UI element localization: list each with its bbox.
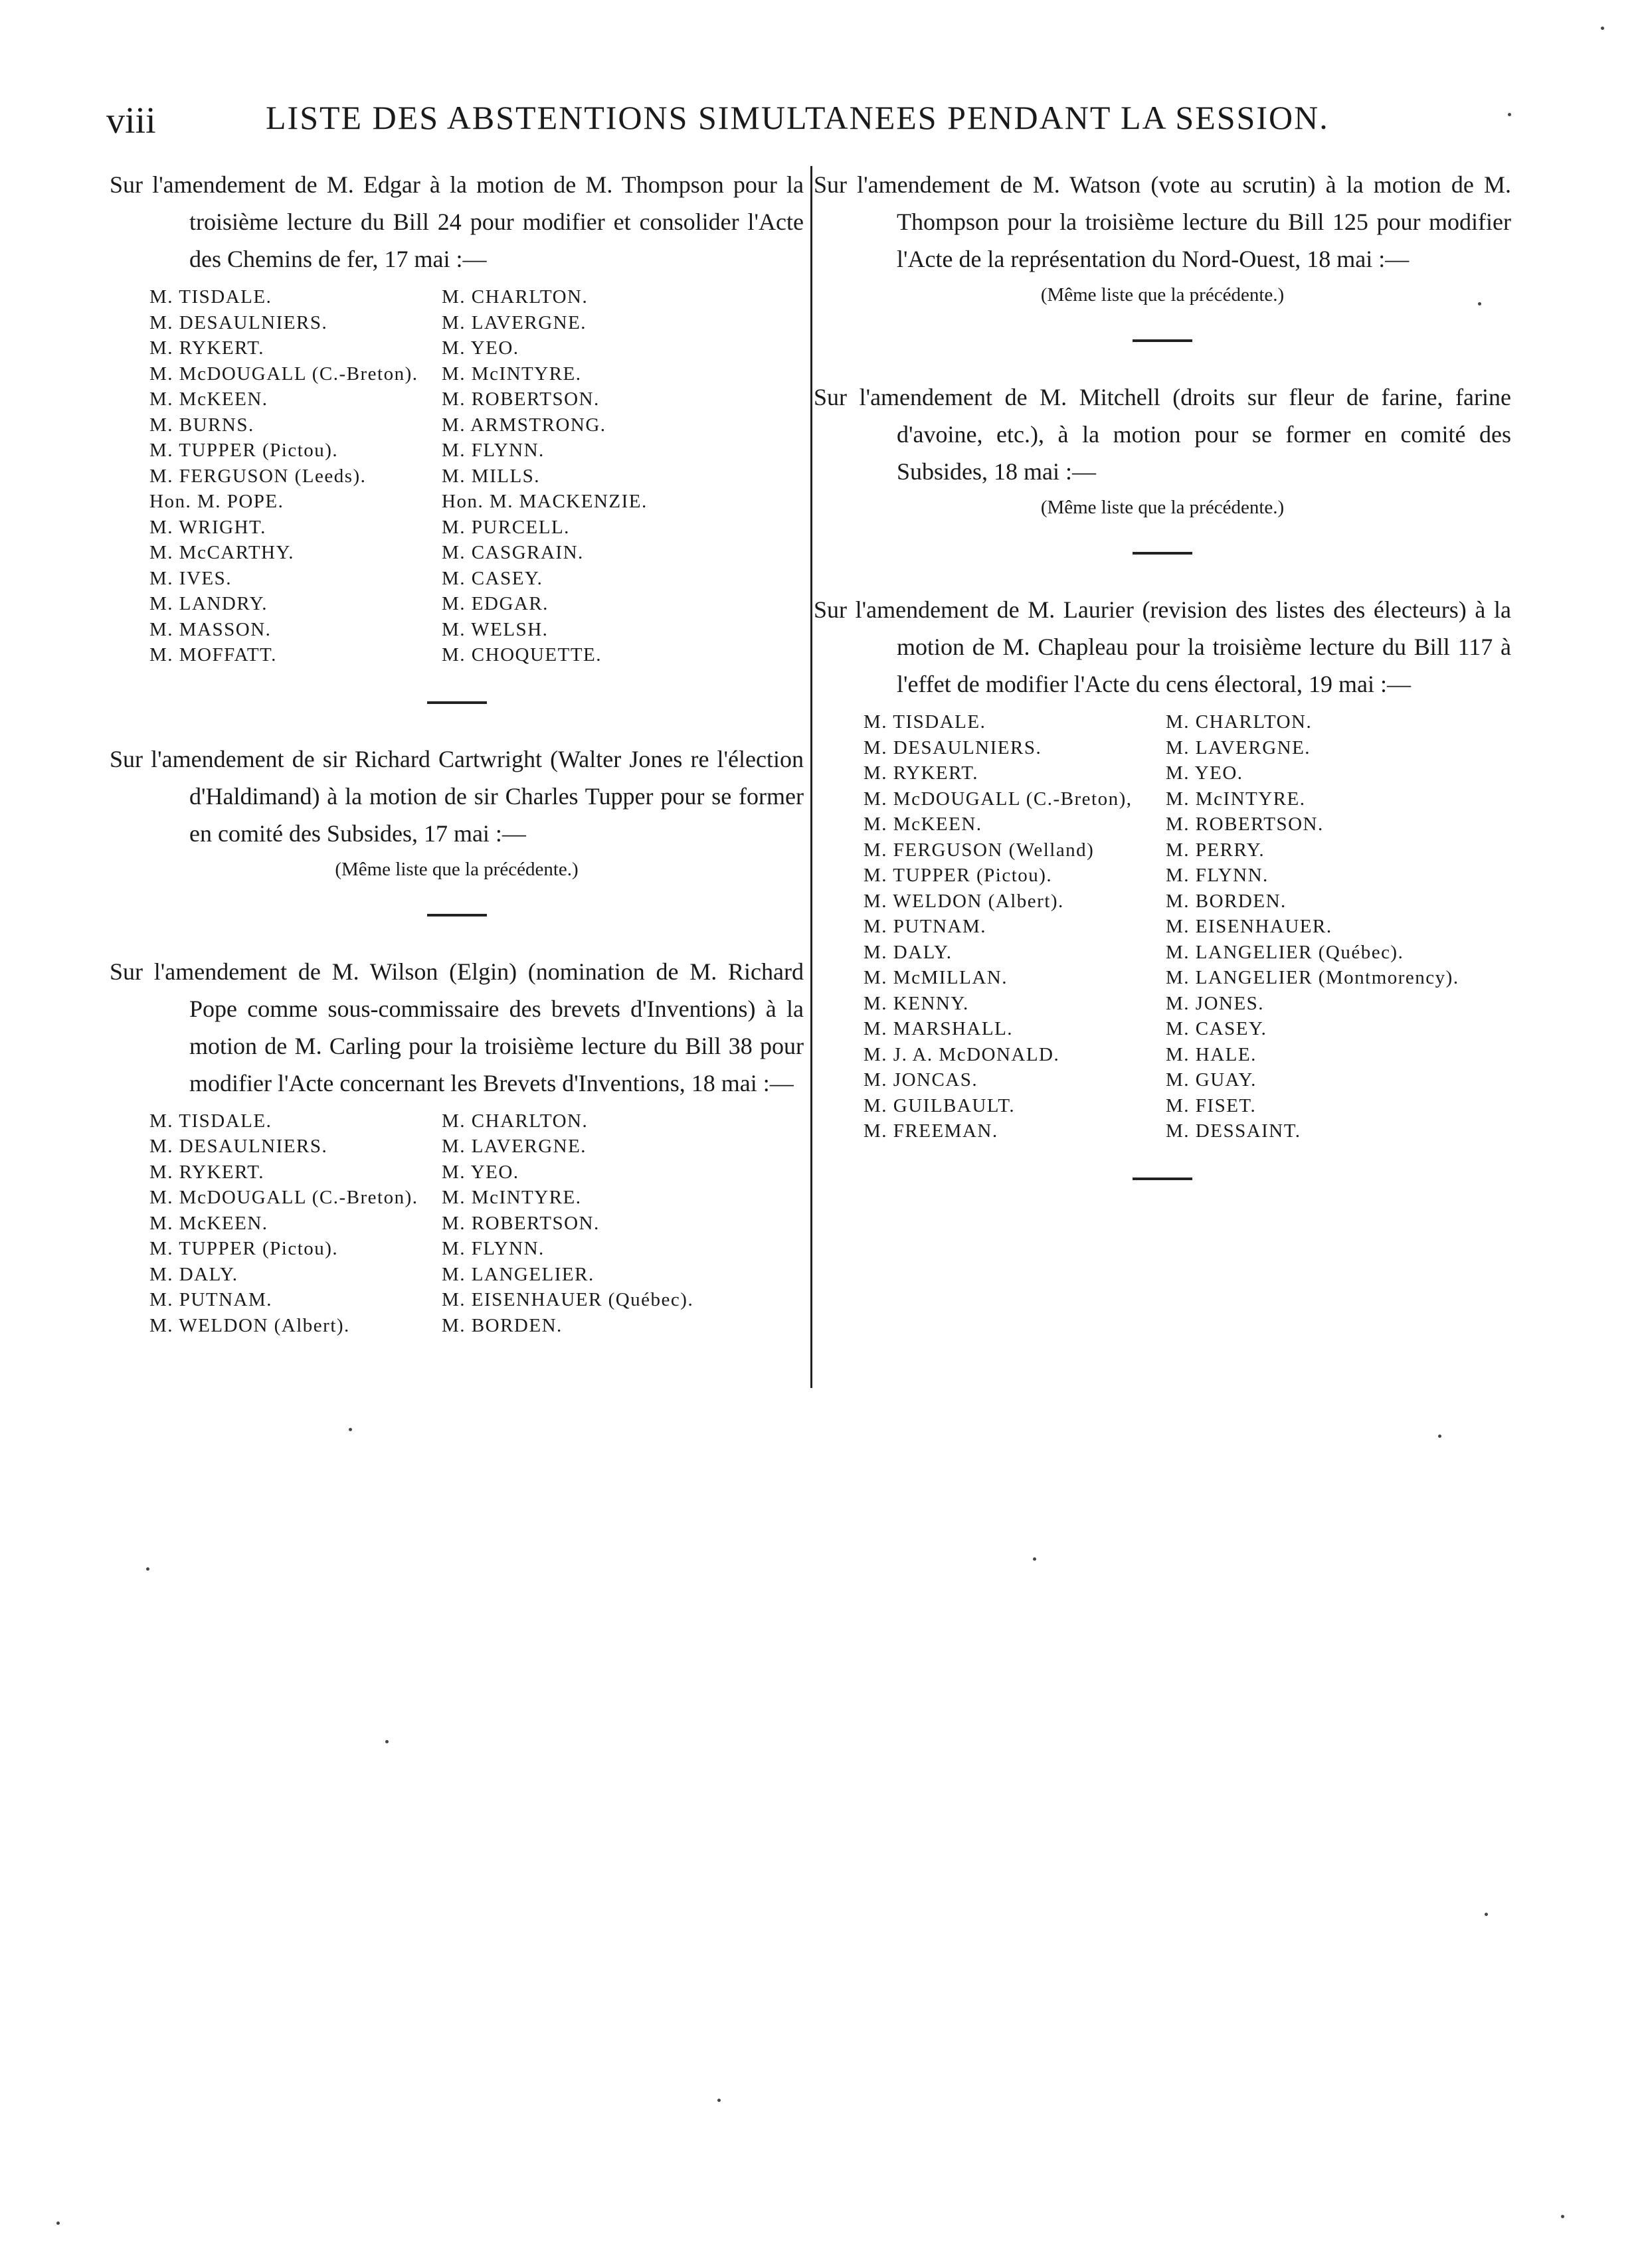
- member-name: M. BORDEN.: [1166, 890, 1287, 912]
- member-name: M. DESSAINT.: [1166, 1120, 1301, 1142]
- motion-text: Sur l'amendement de M. Mitchell (droits sur fleur de farine, farine d'avoine, etc.), à la motion pour se former en comité des Subsides, 18 mai :—: [814, 384, 1511, 485]
- member-name: M. TISDALE.: [149, 1110, 272, 1132]
- member-name: M. McINTYRE.: [442, 363, 582, 385]
- member-name: M. FLYNN.: [1166, 865, 1269, 886]
- names-list: [110, 1108, 804, 1339]
- member-name: M. BURNS.: [149, 414, 254, 436]
- section-divider: [1133, 1178, 1192, 1180]
- member-name: M. GUILBAULT.: [864, 1094, 1016, 1116]
- member-name: M. EISENHAUER (Québec).: [442, 1289, 694, 1310]
- page-header: [0, 0, 1644, 159]
- member-name: M. MOFFATT.: [149, 644, 277, 665]
- member-name: M. FISET.: [1166, 1094, 1257, 1116]
- member-name: M. TUPPER (Pictou).: [149, 440, 339, 461]
- member-name: M. McDOUGALL (C.-Breton),: [864, 788, 1133, 810]
- member-name: M. IVES.: [149, 567, 232, 589]
- member-name: M. PURCELL.: [442, 516, 570, 538]
- member-name: M. CHARLTON.: [442, 286, 589, 307]
- member-name: M. GUAY.: [1166, 1069, 1257, 1090]
- member-name: M. RYKERT.: [149, 1161, 265, 1183]
- member-name: M. McKEEN.: [149, 389, 268, 410]
- member-name: M. McDOUGALL (C.-Breton).: [149, 363, 418, 385]
- page-number: viii: [106, 100, 156, 141]
- member-name: M. LAVERGNE.: [442, 1136, 587, 1157]
- page-title: LISTE DES ABSTENTIONS SIMULTANEES PENDANT LA SESSION.: [266, 99, 1329, 136]
- member-name: M. YEO.: [1166, 762, 1243, 784]
- vote-section: [110, 741, 804, 881]
- member-name: M. RYKERT.: [864, 762, 979, 784]
- member-name: M. LANGELIER (Montmorency).: [1166, 967, 1459, 988]
- member-name: M. BORDEN.: [442, 1314, 563, 1336]
- member-name: M. McINTYRE.: [1166, 788, 1306, 810]
- member-name: M. WELDON (Albert).: [864, 890, 1064, 912]
- member-name: M. TISDALE.: [864, 711, 986, 733]
- member-name: M. DESAULNIERS.: [149, 1136, 328, 1157]
- names-list: [814, 709, 1511, 1144]
- member-name: M. DALY.: [864, 941, 953, 963]
- member-name: Hon. M. POPE.: [149, 491, 284, 512]
- member-name: M. MASSON.: [149, 618, 272, 640]
- section-divider: [427, 914, 487, 916]
- member-name: M. ROBERTSON.: [442, 389, 600, 410]
- member-name: M. CASGRAIN.: [442, 542, 584, 563]
- member-name: M. RYKERT.: [149, 337, 265, 359]
- member-name: M. EISENHAUER.: [1166, 916, 1332, 937]
- member-name: M. PUTNAM.: [864, 916, 986, 937]
- motion-text: Sur l'amendement de M. Wilson (Elgin) (nomination de M. Richard Pope comme sous-commissaire des brevets d'Inventions) à la motion de M. Carling pour la troisième lecture du Bill 38 pour modifier l'Acte concernant les Brevets d'Inventions, 18 mai :—: [110, 958, 804, 1096]
- member-name: M. CHARLTON.: [442, 1110, 589, 1132]
- member-name: M. McKEEN.: [864, 814, 982, 835]
- member-name: M. FLYNN.: [442, 1238, 545, 1259]
- member-name: M. LANGELIER.: [442, 1263, 594, 1285]
- member-name: M. McINTYRE.: [442, 1187, 582, 1208]
- member-name: M. JONCAS.: [864, 1069, 978, 1090]
- member-name: M. CHOQUETTE.: [442, 644, 602, 665]
- member-name: M. TISDALE.: [149, 286, 272, 307]
- member-name: M. CASEY.: [442, 567, 543, 589]
- member-name: M. J. A. McDONALD.: [864, 1043, 1060, 1065]
- member-name: M. TUPPER (Pictou).: [149, 1238, 339, 1259]
- column-divider: [810, 166, 812, 1388]
- names-list: [110, 284, 804, 668]
- right-column: [814, 166, 1511, 1217]
- member-name: M. McKEEN.: [149, 1212, 268, 1234]
- member-name: M. LAVERGNE.: [1166, 737, 1311, 758]
- member-name: Hon. M. MACKENZIE.: [442, 491, 648, 512]
- member-name: M. DESAULNIERS.: [864, 737, 1042, 758]
- same-list-note: (Même liste que la précédente.): [1040, 284, 1285, 305]
- member-name: M. WELDON (Albert).: [149, 1314, 350, 1336]
- left-column: [110, 166, 804, 1338]
- vote-section: [814, 591, 1511, 1144]
- member-name: M. JONES.: [1166, 992, 1265, 1014]
- same-list-note: (Même liste que la précédente.): [1040, 497, 1285, 518]
- member-name: M. KENNY.: [864, 992, 969, 1014]
- member-name: M. CASEY.: [1166, 1018, 1267, 1039]
- member-name: M. LANGELIER (Québec).: [1166, 941, 1404, 963]
- member-name: M. FREEMAN.: [864, 1120, 998, 1142]
- motion-text: Sur l'amendement de sir Richard Cartwright (Walter Jones re l'élection d'Haldimand) à la motion de sir Charles Tupper pour se former en comité des Subsides, 17 mai :—: [110, 745, 804, 847]
- member-name: M. MILLS.: [442, 465, 541, 487]
- member-name: M. LANDRY.: [149, 593, 268, 614]
- member-name: M. EDGAR.: [442, 593, 549, 614]
- member-name: M. FERGUSON (Welland): [864, 839, 1095, 861]
- member-name: M. FERGUSON (Leeds).: [149, 465, 367, 487]
- member-name: M. FLYNN.: [442, 440, 545, 461]
- member-name: M. PUTNAM.: [149, 1289, 272, 1310]
- member-name: M. McMILLAN.: [864, 967, 1008, 988]
- member-name: M. MARSHALL.: [864, 1018, 1014, 1039]
- motion-text: Sur l'amendement de M. Laurier (revision des listes des électeurs) à la motion de M. Chapleau pour la troisième lecture du Bill 117 à l'effet de modifier l'Acte du cens électoral, 19 mai :—: [814, 596, 1511, 697]
- section-divider: [1133, 339, 1192, 342]
- member-name: M. McDOUGALL (C.-Breton).: [149, 1187, 418, 1208]
- member-name: M. LAVERGNE.: [442, 311, 587, 333]
- member-name: M. TUPPER (Pictou).: [864, 865, 1053, 886]
- member-name: M. CHARLTON.: [1166, 711, 1313, 733]
- member-name: M. ARMSTRONG.: [442, 414, 606, 436]
- vote-section: [110, 953, 804, 1339]
- member-name: M. HALE.: [1166, 1043, 1257, 1065]
- member-name: M. WRIGHT.: [149, 516, 266, 538]
- motion-text: Sur l'amendement de M. Watson (vote au scrutin) à la motion de M. Thompson pour la troisième lecture du Bill 125 pour modifier l'Acte de la représentation du Nord-Ouest, 18 mai :—: [814, 171, 1511, 272]
- member-name: M. WELSH.: [442, 618, 549, 640]
- member-name: M. ROBERTSON.: [1166, 814, 1324, 835]
- member-name: M. YEO.: [442, 1161, 519, 1183]
- member-name: M. DALY.: [149, 1263, 238, 1285]
- vote-section: [814, 379, 1511, 519]
- vote-section: [110, 166, 804, 668]
- same-list-note: (Même liste que la précédente.): [335, 858, 579, 880]
- member-name: M. ROBERTSON.: [442, 1212, 600, 1234]
- member-name: M. YEO.: [442, 337, 519, 359]
- member-name: M. PERRY.: [1166, 839, 1265, 861]
- vote-section: [814, 166, 1511, 306]
- section-divider: [1133, 552, 1192, 555]
- motion-text: Sur l'amendement de M. Edgar à la motion de M. Thompson pour la troisième lecture du Bill 24 pour modifier et consolider l'Acte des Chemins de fer, 17 mai :—: [110, 171, 804, 272]
- section-divider: [427, 701, 487, 704]
- member-name: M. DESAULNIERS.: [149, 311, 328, 333]
- member-name: M. McCARTHY.: [149, 542, 294, 563]
